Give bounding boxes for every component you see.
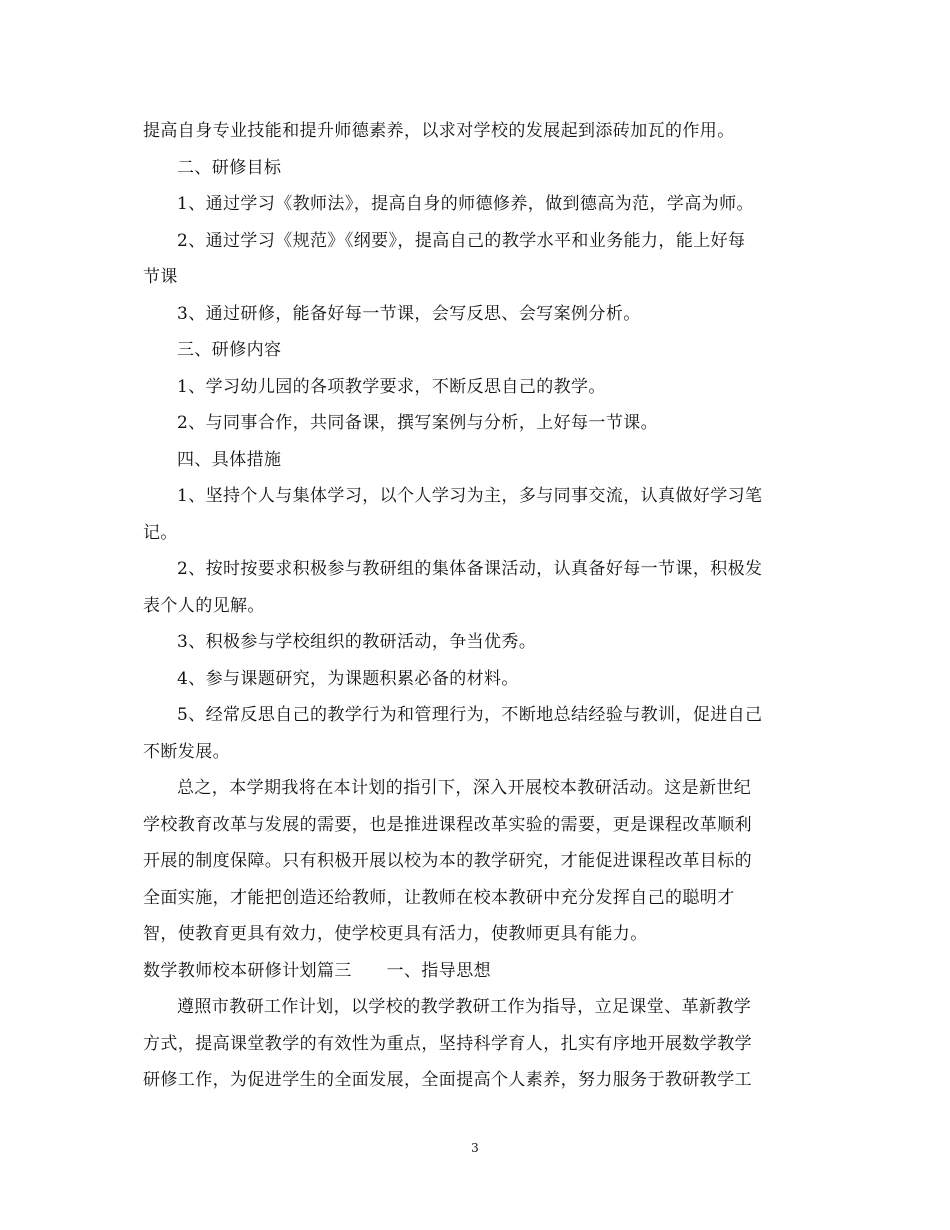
list-item: 2、通过学习《规范》《纲要》，提高自己的教学水平和业务能力，能上好每 [177, 230, 746, 251]
paragraph-line: 全面实施，才能把创造还给教师，让教师在校本教研中充分发挥自己的聪明才 [143, 887, 735, 908]
list-item-continuation: 节课 [143, 267, 178, 287]
list-item: 3、通过研修，能备好每一节课，会写反思、会写案例分析。 [177, 303, 641, 324]
page-number: 3 [471, 1141, 479, 1155]
paragraph-line: 研修工作，为促进学生的全面发展，全面提高个人素养，努力服务于教研教学工 [143, 1070, 752, 1090]
list-item-continuation: 记。 [143, 522, 178, 543]
list-item: 1、通过学习《教师法》，提高自身的师德修养，做到德高为范，学高为师。 [177, 194, 754, 214]
document-body [143, 113, 811, 1099]
list-item: 1、坚持个人与集体学习，以个人学习为主，多与同事交流，认真做好学习笔 [177, 486, 763, 506]
list-item: 2、与同事合作，共同备课，撰写案例与分析，上好每一节课。 [177, 413, 659, 433]
list-item: 2、按时按要求积极参与教研组的集体备课活动，认真备好每一节课，积极发 [177, 559, 763, 579]
paragraph-line: 遵照市教研工作计划，以学校的教学教研工作为指导，立足课堂、革新教学 [177, 997, 752, 1017]
section-heading: 四、具体措施 [177, 449, 282, 470]
paragraph-line: 总之，本学期我将在本计划的指引下，深入开展校本教研活动。这是新世纪 [177, 778, 752, 798]
paragraph-line: 智，使教育更具有效力，使学校更具有活力，使教师更具有能力。 [143, 924, 648, 944]
list-item-continuation: 不断发展。 [143, 741, 230, 762]
section-heading: 三、研修内容 [177, 340, 282, 360]
article-heading: 数学教师校本研修计划篇三 一、指导思想 [143, 960, 491, 981]
list-item: 5、经常反思自己的教学行为和管理行为，不断地总结经验与教训，促进自己 [177, 705, 763, 725]
list-item: 1、学习幼儿园的各项教学要求，不断反思自己的教学。 [177, 376, 606, 397]
list-item-continuation: 表个人的见解。 [143, 595, 265, 616]
section-heading: 二、研修目标 [177, 157, 282, 178]
list-item: 3、积极参与学校组织的教研活动，争当优秀。 [177, 632, 537, 652]
paragraph-line: 学校教育改革与发展的需要，也是推进课程改革实验的需要，更是课程改革顺利 [143, 814, 752, 835]
paragraph-line: 开展的制度保障。只有积极开展以校为本的教学研究，才能促进课程改革目标的 [143, 851, 752, 871]
list-item: 4、参与课题研究，为课题积累必备的材料。 [177, 668, 519, 689]
paragraph-line: 提高自身专业技能和提升师德素养，以求对学校的发展起到添砖加瓦的作用。 [143, 121, 735, 141]
paragraph-line: 方式，提高课堂教学的有效性为重点，坚持科学育人，扎实有序地开展数学教学 [143, 1033, 752, 1054]
